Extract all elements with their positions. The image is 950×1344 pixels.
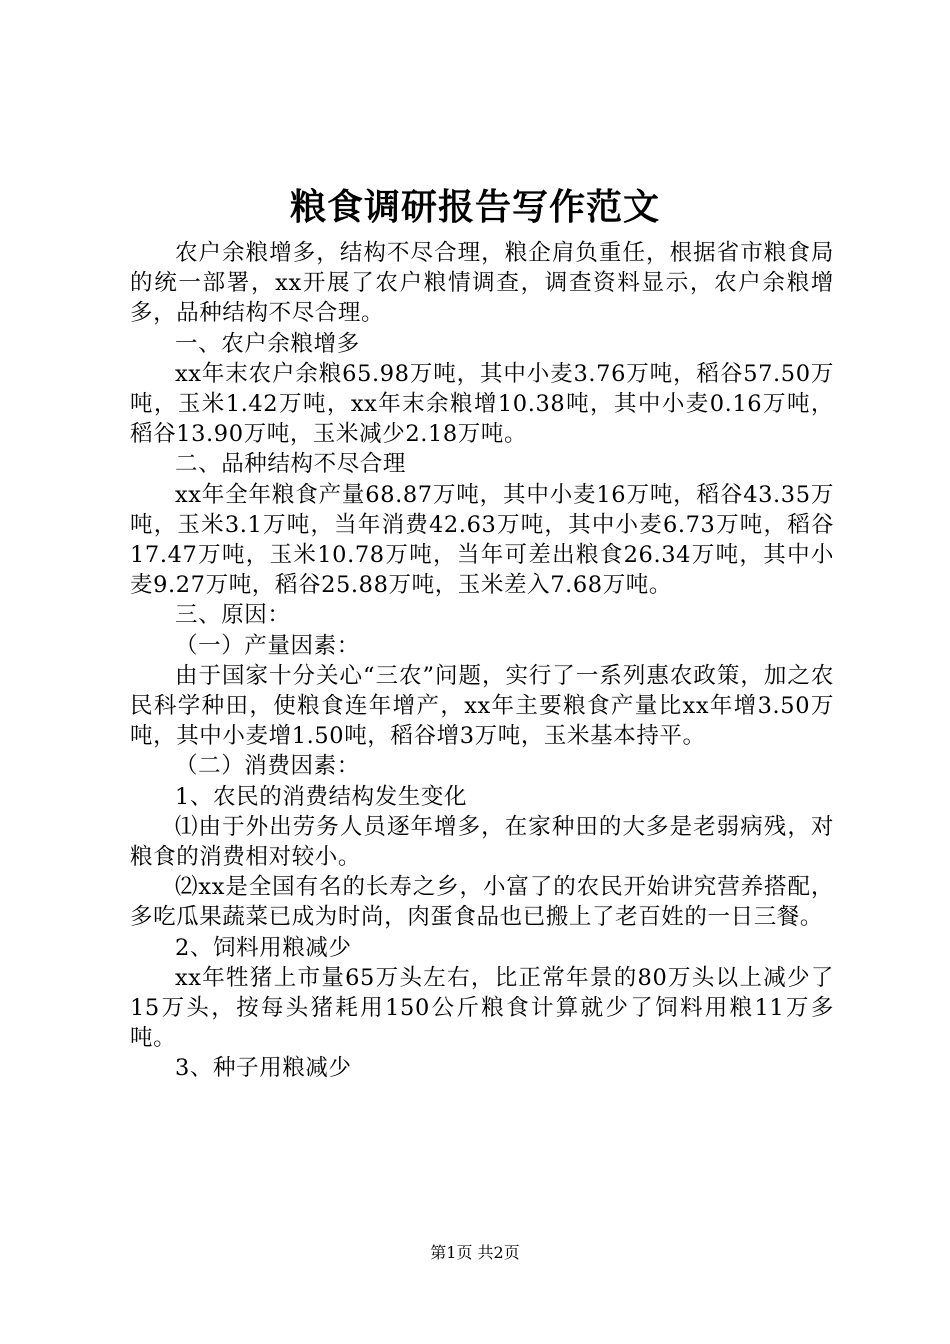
paragraph: xx年全年粮食产量68.87万吨，其中小麦16万吨，稻谷43.35万吨，玉米3.1万吨，当年消费42.63万吨，其中小麦6.73万吨，稻谷17.47万吨，玉米10.78万吨，当年可差出粮食26.34万吨，其中小麦9.27万吨，稻谷25.88万吨，玉米差入7.68万吨。: [130, 481, 834, 599]
paragraph: ⑴由于外出劳务人员逐年增多，在家种田的大多是老弱病残，对粮食的消费相对较小。: [130, 813, 834, 871]
paragraph: ⑵xx是全国有名的长寿之乡，小富了的农民开始讲究营养搭配，多吃瓜果蔬菜已成为时尚，肉蛋食品也已搬上了老百姓的一日三餐。: [130, 874, 834, 931]
paragraph: xx年牲猪上市量65万头左右，比正常年景的80万头以上减少了15万头，按每头猪耗用150公斤粮食计算就少了饲料用粮11万多吨。: [130, 964, 834, 1052]
item-heading: 1、农民的消费结构发生变化: [175, 783, 468, 810]
item-heading: 2、饲料用粮减少: [175, 934, 352, 961]
item-heading: 3、种子用粮减少: [175, 1055, 352, 1082]
page-footer: 第1页 共2页: [430, 1243, 520, 1262]
paragraph: xx年末农户余粮65.98万吨，其中小麦3.76万吨，稻谷57.50万吨，玉米1.42万吨，xx年末余粮增10.38吨，其中小麦0.16万吨，稻谷13.90万吨，玉米减少2.18万吨。: [130, 360, 834, 448]
document-body: [130, 238, 834, 1084]
paragraph: 由于国家十分关心“三农”问题，实行了一系列惠农政策，加之农民科学种田，使粮食连年增产，xx年主要粮食产量比xx年增3.50万吨，其中小麦增1.50吨，稻谷增3万吨，玉米基本持平。: [130, 662, 834, 750]
section-heading: 二、品种结构不尽合理: [175, 451, 407, 478]
subsection-heading: （一）产量因素：: [175, 632, 360, 659]
section-heading: 一、农户余粮增多: [175, 330, 360, 357]
section-heading: 三、原因：: [175, 602, 291, 629]
subsection-heading: （二）消费因素：: [175, 753, 360, 780]
paragraph: 农户余粮增多，结构不尽合理，粮企肩负重任，根据省市粮食局的统一部署，xx开展了农户粮情调查，调查资料显示，农户余粮增多，品种结构不尽合理。: [130, 240, 834, 327]
document-title: 粮食调研报告写作范文: [289, 186, 660, 228]
